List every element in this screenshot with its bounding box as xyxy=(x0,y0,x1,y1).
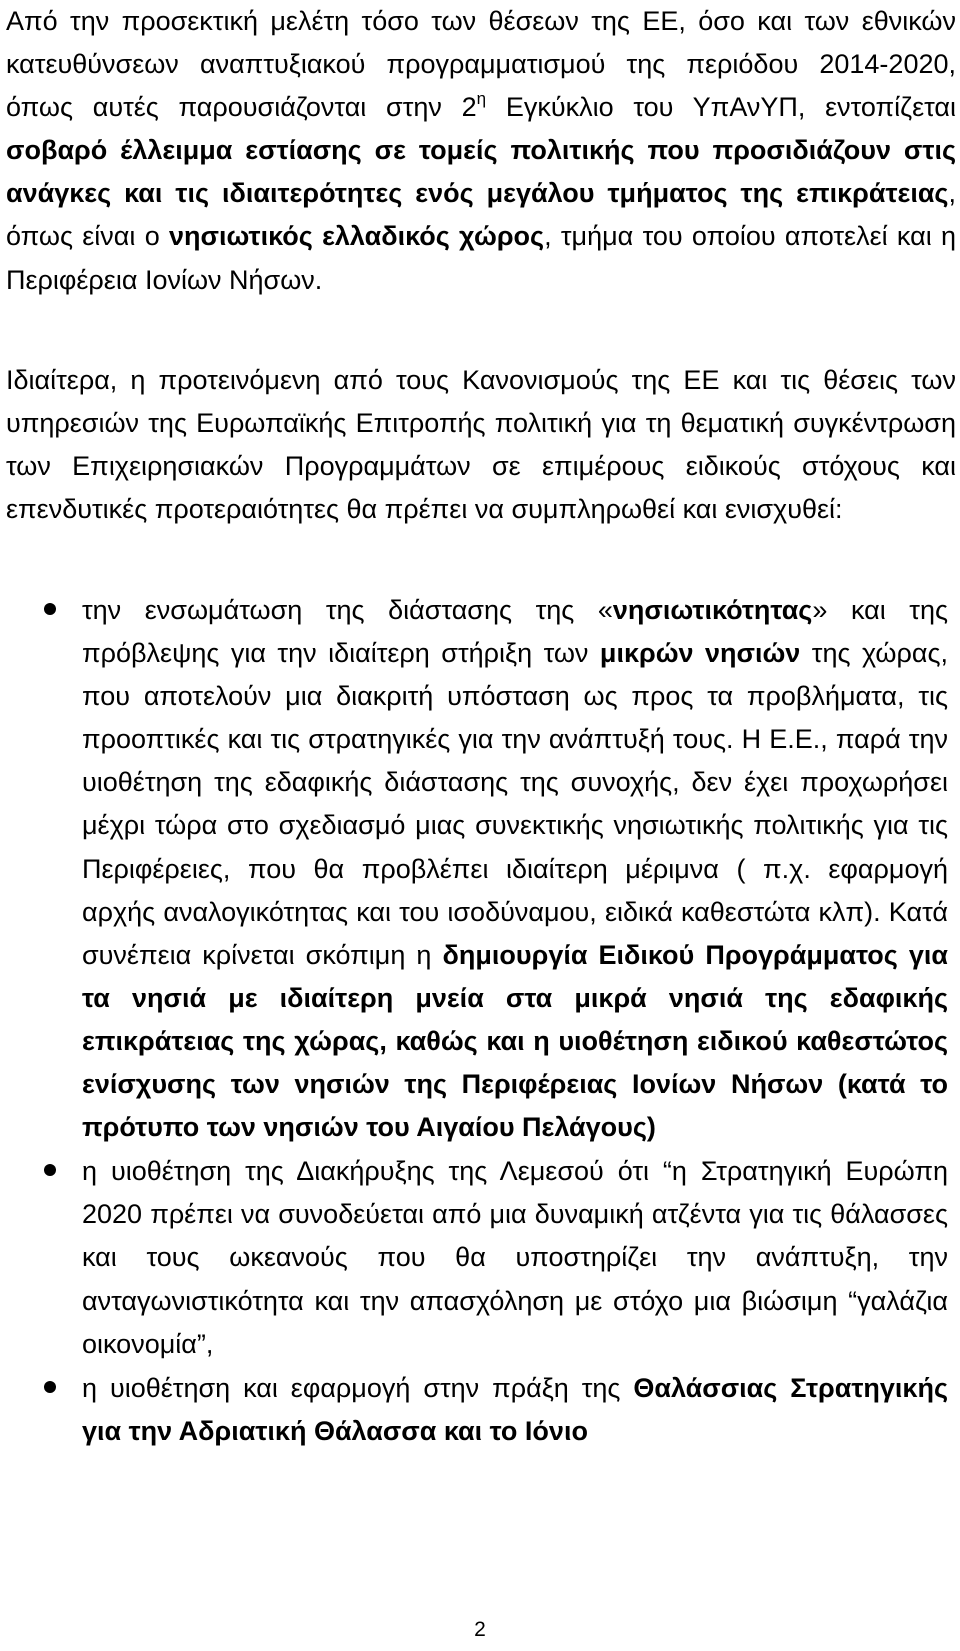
policy-text: Ιδιαίτερα, η προτεινόμενη από τους Κανονισμούς της ΕΕ και τις θέσεις των υπηρεσιών της Ευρωπαϊκής Επιτροπής πολιτική για τη θεματική συγκέντρωση των Επιχειρησιακών Προγραμμάτων σε επιμέρους ειδικούς στόχους και επενδυτικές προτεραιότητες θα πρέπει να συμπληρωθεί και ενισχυθεί: xyxy=(6,365,956,525)
ordinal-superscript: η xyxy=(476,89,487,109)
intro-paragraph xyxy=(6,0,956,302)
bullet-3-text-1: η υιοθέτηση και εφαρμογή στην πράξη της xyxy=(82,1372,634,1403)
intro-text-2: Εγκύκλιο του ΥπΑνΥΠ, εντοπίζεται xyxy=(486,92,956,123)
bullet-icon xyxy=(44,1164,56,1176)
bullet-1-bold-special-programme: δημιουργία Ειδικού Προγράμματος για τα νησιά με ιδιαίτερη μνεία στα μικρά νησιά της εδαφικής επικράτειας της χώρας, καθώς και η υιοθέτηση ειδικού καθεστώτος ενίσχυσης των νησιών της Περιφέρειας Ιονίων Νήσων (κατά το πρότυπο των νησιών του Αιγαίου Πελάγους) xyxy=(82,939,948,1143)
list-item xyxy=(0,1150,948,1365)
bullet-1-text-1: την ενσωμάτωση της διάστασης της « xyxy=(82,595,613,625)
intro-text-4: , τμήμα του οποίου αποτελεί και η Περιφέρεια Ιονίων Νήσων. xyxy=(6,221,957,295)
bullet-2-text: η υιοθέτηση της Διακήρυξης της Λεμεσού ότι “η Στρατηγική Ευρώπη 2020 πρέπει να συνοδεύεται από μια δυναμική ατζέντα για τις θάλασσες και τους ωκεανούς που θα υποστηρίζει την ανάπτυξη, την ανταγωνιστικότητα και την απασχόληση με στόχο μια βιώσιμη “γαλάζια οικονομία”, xyxy=(82,1156,948,1359)
bullet-1-text-3: της χώρας, που αποτελούν μια διακριτή υπόσταση ως προς τα προβλήματα, τις προοπτικές και τις στρατηγικές για την ανάπτυξή τους. Η Ε.Ε., παρά την υιοθέτηση της εδαφικής διάστασης της συνοχής, δεν έχει προχωρήσει μέχρι τώρα στο σχεδιασμό μιας συνεκτικής νησιωτικής πολιτικής για τις Περιφέρειες, που θα προβλέπει ιδιαίτερη μέριμνα ( π.χ. εφαρμογή αρχής αναλογικότητας και του ισοδύναμου, ειδικά καθεστώτα κλπ). Κατά συνέπεια κρίνεται σκόπιμη η xyxy=(82,638,948,970)
intro-bold-island-area: νησιωτικός ελλαδικός χώρος xyxy=(169,221,545,252)
bullet-1-bold-insularity: νησιωτικότητας xyxy=(612,595,813,625)
intro-bold-deficit: σοβαρό έλλειμμα εστίασης σε τομείς πολιτικής που προσιδιάζουν στις ανάγκες και τις ιδιαιτερότητες ενός μεγάλου τμήματος της επικράτειας xyxy=(6,135,956,209)
intro-text-1: Από την προσεκτική μελέτη τόσο των θέσεων της ΕΕ, όσο και των εθνικών κατευθύνσεων αναπτυξιακού προγραμματισμού της περιόδου 2014-2020, όπως αυτές παρουσιάζονται στην 2 xyxy=(6,6,956,123)
policy-paragraph xyxy=(6,359,956,531)
page-number: 2 xyxy=(474,1618,486,1641)
list-item xyxy=(0,1367,948,1453)
bullet-1-text-2: » και της πρόβλεψης για την ιδιαίτερη στήριξη των xyxy=(82,595,948,669)
bullet-3-bold-strategy: Θαλάσσιας Στρατηγικής για την Αδριατική Θάλασσα και το Ιόνιο xyxy=(82,1372,948,1446)
bullet-icon xyxy=(44,603,56,615)
intro-text-3: , όπως είναι ο xyxy=(6,178,956,252)
list-item xyxy=(0,589,948,1149)
proposals-list xyxy=(0,589,960,1453)
bullet-1-bold-small-islands: μικρών νησιών xyxy=(599,638,801,669)
bullet-icon xyxy=(44,1381,56,1393)
